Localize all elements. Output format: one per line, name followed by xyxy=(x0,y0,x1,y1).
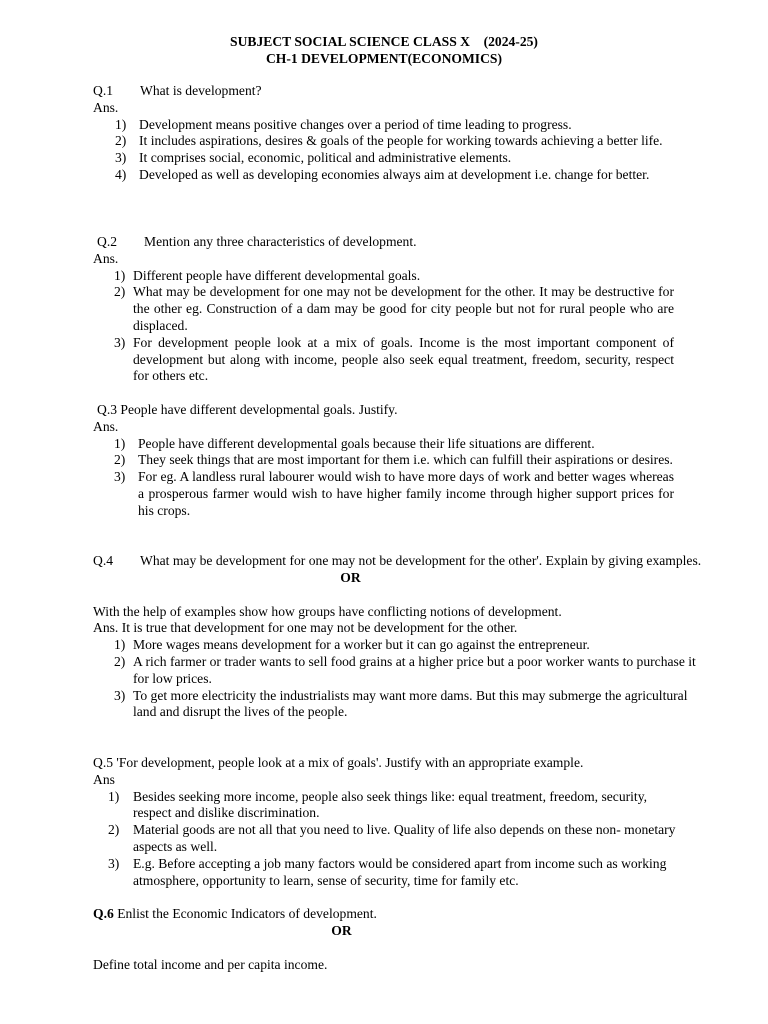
question-text: Q.5 'For development, people look at a mix of goals'. Justify with an appropriate example. xyxy=(93,755,584,770)
question-6 xyxy=(93,906,708,973)
chapter-title: CH-1 DEVELOPMENT(ECONOMICS) xyxy=(265,51,502,66)
question-2 xyxy=(93,234,708,385)
answer-label: Ans xyxy=(93,771,115,787)
list-item: 2) They seek things that are most important for them i.e. which can fulfill their aspirations or desires. xyxy=(114,452,673,468)
list-item: 3) It comprises social, economic, political and administrative elements. xyxy=(115,150,512,166)
list-item: 3) For eg. A landless rural labourer would wish to have more days of work and better wages whereas a prosperous farmer would wish to have higher family income through higher support prices for his crops. xyxy=(114,469,674,518)
question-text: Enlist the Economic Indicators of development. xyxy=(117,906,377,921)
list-item: 3) E.g. Before accepting a job many factors would be considered apart from income such as working atmosphere, opportunity to learn, sense of security, time for family etc. xyxy=(108,855,667,888)
list-item: 2) It includes aspirations, desires & goals of the people for working towards achieving a better life. xyxy=(115,133,663,149)
question-alt-text: Define total income and per capita income. xyxy=(93,956,328,972)
list-item: 2) A rich farmer or trader wants to sell food grains at a higher price but a poor worker wants to purchase it for low prices. xyxy=(114,653,696,686)
answer-label: Ans. xyxy=(93,250,119,266)
list-item: 3) For development people look at a mix of goals. Income is the most important component of development but along with income, people also seek equal treatment, freedom, security, respect for others etc. xyxy=(114,334,674,384)
list-item: 1) More wages means development for a worker but it can go against the entrepreneur. xyxy=(114,637,590,653)
list-item: 1) Development means positive changes over a period of time leading to progress. xyxy=(115,116,572,132)
or-divider: OR xyxy=(340,569,361,585)
question-alt-text: With the help of examples show how groups have conflicting notions of development. xyxy=(93,603,562,619)
answer-label: Ans. xyxy=(93,99,119,115)
question-text: What may be development for one may not be development for the other'. Explain by giving examples. xyxy=(140,553,702,568)
list-item: 1) Besides seeking more income, people also seek things like: equal treatment, freedom, security, respect and dislike discrimination. xyxy=(108,788,648,821)
subject-title: SUBJECT SOCIAL SCIENCE CLASS X (2024-25) xyxy=(230,34,538,49)
question-number: Q.6 xyxy=(93,906,114,921)
question-number: Q.1 xyxy=(93,83,114,98)
list-item: 1) People have different developmental goals because their life situations are different. xyxy=(114,435,595,451)
question-text: Mention any three characteristics of development. xyxy=(144,234,417,249)
list-item: 2) Material goods are not all that you need to live. Quality of life also depends on these non- monetary aspects as well. xyxy=(108,822,676,854)
list-item: 1) Different people have different developmental goals. xyxy=(114,267,421,283)
list-item: 3) To get more electricity the industrialists may want more dams. But this may submerge the agricultural land and disrupt the lives of the people. xyxy=(114,687,688,720)
question-5 xyxy=(93,755,708,889)
question-4 xyxy=(93,553,708,721)
list-item: 2) What may be development for one may not be development for the other. It may be destructive for the other eg. Construction of a dam may be good for city people but not for rural people who are displaced. xyxy=(114,284,674,333)
question-text: Q.3 People have different developmental goals. Justify. xyxy=(97,402,398,417)
question-number: Q.4 xyxy=(93,553,114,568)
list-item: 4) Developed as well as developing economies always aim at development i.e. change for better. xyxy=(115,166,650,182)
question-number: Q.2 xyxy=(97,234,118,249)
question-3 xyxy=(93,402,708,520)
question-text: What is development? xyxy=(140,83,262,98)
answer-label: Ans. xyxy=(93,418,119,434)
question-1 xyxy=(93,83,708,184)
or-divider: OR xyxy=(331,922,352,938)
answer-intro: Ans. It is true that development for one may not be development for the other. xyxy=(93,620,518,636)
